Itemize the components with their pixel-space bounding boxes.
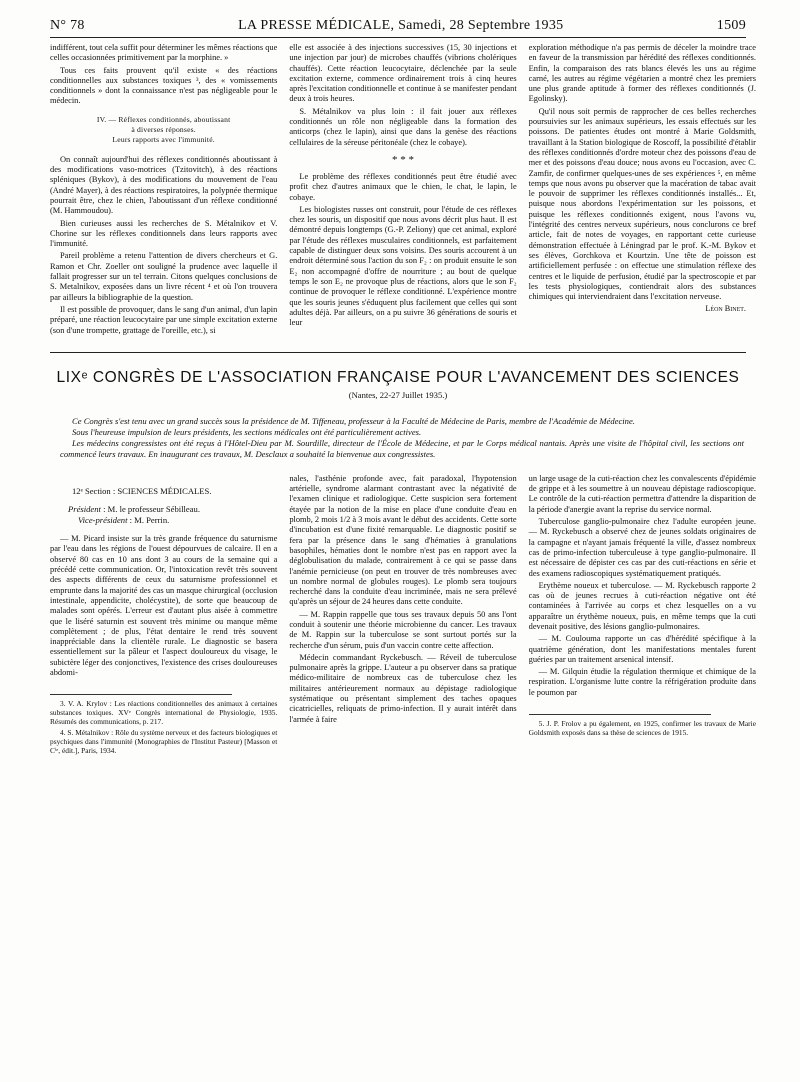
column-3	[529, 43, 756, 338]
paragraph: Médecin commandant Ryckebusch. — Réveil de tuberculose pulmonaire après la grippe. L'auteur a pu observer dans sa pratique médico-militaire de nombreux cas de tuberculose chez les militaires antérieurement normaux au dépistage radiologique systématique ou présentant simplement des taches opaques cicatricielles, reliquats de primo-infection. Il y aurait intérêt dans l'armée à faire	[289, 652, 517, 724]
intro-paragraph: Sous l'heureuse impulsion de leurs présidents, les sections médicales ont été particulièrement actives.	[72, 426, 422, 437]
column-2	[289, 43, 516, 338]
column-1	[50, 474, 277, 757]
paragraph: — M. Rappin rappelle que tous ses travaux depuis 50 ans l'ont conduit à soutenir une théorie microbienne du cancer. Les travaux de M. Rappin sur la tuberculose se sont surtout portés sur la recherche d'un sérum, puis d'un vaccin contre cette affection.	[289, 609, 517, 650]
congress-title: LIXᵉ CONGRÈS DE L'ASSOCIATION FRANÇAISE POUR L'AVANCEMENT DES SCIENCES	[56, 368, 740, 386]
paragraph: — M. Picard insiste sur la très grande fréquence du saturnisme par l'eau dans les régions de l'ouest dépourvues de calcaire. Il en a observé 80 cas en 10 ans dont 3 au cours de la semaine qui a précédé cette communication. Or, l'intoxication revêt très souvent des aspects différents de ceux du saturnisme professionnel et emprunte dans la majorité des cas un masque chirurgical (occlusion intestinale, appendicite, cholécystite), de sorte que beaucoup de malades sont opérés. L'erreur est d'autant plus aisée à commettre que le liséré saturnin est souvent très minime ou manque même complètement ; de plus, l'état dentaire le rend très souvent inappréciable dans la clientèle rurale. Le diagnostic se basera essentiellement sur la pâleur et l'aspect douloureux du visage, le subictère léger des conjonctives, l'existence des crises douloureuses abdomi-	[50, 534, 278, 677]
paragraph: Il est possible de provoquer, dans le sang d'un animal, d'un lapin préparé, une réaction leucocytaire par une simple excitation externe (son d'une trompette, grattage de l'oreille, etc.), si	[50, 304, 278, 335]
paragraph: Tous ces faits prouvent qu'il existe « des réactions conditionnelles aux substances toxiques ³, des « vomissements conditionnels » dont la connaissance n'est pas négligeable pour le médecin.	[50, 65, 278, 106]
issue-number: N° 78	[50, 18, 85, 33]
congress-intro	[60, 416, 744, 460]
page-number: 1509	[716, 18, 746, 33]
vice-president-line	[78, 515, 277, 526]
paragraph: Tuberculose ganglio-pulmonaire chez l'adulte européen jeune. — M. Ryckebusch a observé chez de jeunes soldats originaires de la campagne et n'ayant jamais fréquenté la ville, d'assez nombreux cas de primo-infection tuberculeuse à type ganglio-pulmonaire. Il est nécessaire de dépister ces cas par des cuti-réactions en série et des examens radioscopiques systématiquement pratiqués.	[528, 517, 756, 578]
column-1	[50, 43, 277, 338]
paragraph: On connaît aujourd'hui des réflexes conditionnés aboutissant à des modifications vaso-motrices (Tzitovitch), à des réactions spléniques (Bykov), à des modifications du mouvement de l'eau (André Mayer), à des réactions respiratoires, la polypnée thermique pourrait être, chez le chien, l'aboutissant d'un réflexe conditionné (M. Hammoudou).	[50, 154, 278, 216]
proceedings-columns	[50, 474, 756, 757]
president-line	[68, 504, 277, 515]
paragraph: exploration méthodique n'a pas permis de déceler la moindre trace en faveur de la transmission par hérédité des réflexes conditionnés. Enfin, la comparaison des rats blancs élevés les uns au régime carné, les autres au régime végétarien a montré chez les premiers une plus grande aptitude à former des réflexes conditionnés (J. Egolinsky).	[528, 43, 756, 104]
paragraph: — M. Gilquin étudie la régulation thermique et chimique de la respiration. L'organisme lutte contre la réfrigération produite dans le poumon par	[528, 667, 756, 697]
section-heading	[50, 115, 277, 145]
paragraph: Le problème des réflexes conditionnés peut être étudié avec profit chez d'autres animaux que le chien, le chat, le lapin, le cobaye.	[289, 171, 517, 202]
author-signature: Léon Binet.	[705, 304, 746, 314]
paragraph: elle est associée à des injections successives (15, 30 injections et une injection par jour) de microbes chauffés (vibrions cholériques chauffés). Cette réaction leucocytaire, déclenchée par la seule excitation externe, commence ordinairement trois à cinq heures après l'excitation conditionnelle et continue à se manifester pendant deux à trois heures.	[289, 43, 517, 104]
column-3	[529, 474, 756, 757]
section-heading-line: à diverses réponses.	[131, 124, 196, 134]
section-heading-line: Leurs rapports avec l'immunité.	[112, 134, 215, 144]
section-heading-line: IV. — Réflexes conditionnés, aboutissant	[96, 114, 231, 124]
president-label: Président	[68, 504, 101, 515]
footnote: 5. J. P. Frolov a pu également, en 1925, confirmer les travaux de Marie Goldsmith exposés dans sa thèse de sciences de 1915.	[528, 719, 756, 738]
congress-subtitle: (Nantes, 22-27 Juillet 1935.)	[348, 389, 448, 400]
paragraph: nales, l'asthénie profonde avec, fait paradoxal, l'hypotension artérielle, syndrome alarmant contrastant avec la négativité de l'examen clinique et radiologique. Cette suspicion sera fortement étayée par la notion de la mise en place d'une conduite d'eau en plomb, 2 mois 1/2 à 3 mois avant le début des accidents. Cette sorte d'incubation est d'une fixité remarquable. Le diagnostic positif se fera par la présence dans le sang d'hématies à granulations basophiles, hématies dont le nombre n'est pas en rapport avec la déglobulisation du malade, contrairement à ce qui se passe dans l'anémie pernicieuse (on peut en trouver de très nombreuses avec un nombre normal de globules rouges). Le plomb sera toujours recherché dans la conduite d'eau incriminée, mais ne sera prélevé qu'après un séjour de 24 heures dans cette conduite.	[289, 473, 517, 607]
paragraph: Qu'il nous soit permis de rapprocher de ces belles recherches poursuivies sur les animaux supérieurs, les essais effectués sur les poissons. De patientes études ont montré à Marie Goldsmith, travaillant à la Station biologique de Roscoff, la possibilité d'établir des réflexes conditionnés d'ordre moteur chez des poissons d'eau de mer et des poissons d'eau douce; nous avons eu l'occasion, avec C. Zamfir, de confirmer quelques-unes de ses expériences ⁵, en même temps que nous avons pu observer que la macération de tabac avait le pouvoir de supprimer les réflexes conditionnés installés... Et, puisque nous abordons l'expérimentation sur les poissons, et puisque les réflexes conditionnés exigent, nous l'avons vu, l'intégrité des centres nerveux supérieurs, nous conclurons ce bref article, fait de notes de voyages, en rapportant cette curieuse démonstration effectuée à Léningrad par le prof. K.-M. Bykov et ses élèves, Gorchkova et Kourtzin. Une tête de poisson est artificiellement perfusée : on effectue une stimulation réflexe des centres et le liquide de perfusion, étudié par la spectroscopie et par les tests physiologiques, contiendrait alors des substances chimiques qui interviendraient dans l'excitation nerveuse.	[528, 106, 756, 302]
paragraph: Pareil problème a retenu l'attention de divers chercheurs et G. Ramon et Chr. Zoeller ont souligné la prudence avec laquelle il fallait progresser sur un tel terrain. Citons quelques conclusions de S. Metalnikov, exposées dans un livre récent ⁴ et où l'on trouvera par ailleurs la bibliographie de la question.	[50, 251, 278, 302]
intro-paragraph: Les médecins congressistes ont été reçus à l'Hôtel-Dieu par M. Sourdille, directeur de l'École de Médecine, et par le Corps médical nantais. Après une visite de l'hôpital civil, les sections ont commencé leurs travaux. En inaugurant ces travaux, M. Desclaux a souhaité la bienvenue aux congressistes.	[60, 437, 744, 459]
vice-president-label: Vice-président	[78, 515, 128, 526]
section-separator: * * *	[391, 153, 414, 166]
paragraph: un large usage de la cuti-réaction chez les convalescents d'épidémie de grippe et à les soumettre à un nouveau dépistage radioscopique. Le contrôle de la cuti-réaction permettra d'attendre la disparition de la période d'anergie avant la reprise du service normal.	[528, 473, 756, 514]
footnote: 4. S. Métalnikov : Rôle du système nerveux et des facteurs biologiques et psychiques dans l'immunité (Monographies de l'Institut Pasteur) [Masson et Cⁱᵉ, édit.], Paris, 1934.	[50, 728, 278, 756]
paragraph: indifférent, tout cela suffit pour déterminer les mêmes réactions que celles occasionnées primitivement par la morphine. »	[50, 43, 278, 63]
paragraph: — M. Coulouma rapporte un cas d'hérédité spécifique à la quatrième génération, dont les manifestations mentales furent guéries par un traitement arsenical intensif.	[528, 634, 756, 664]
intro-paragraph: Ce Congrès s'est tenu avec un grand succès sous la présidence de M. Tiffeneau, professeur à la Faculté de Médecine de Paris, membre de l'Académie de Médecine.	[72, 415, 635, 426]
footnote: 3. V. A. Krylov : Les réactions conditionnelles des animaux à certaines substances toxiques. XVᵉ Congrès international de Physiologie, 1935. Résumés des communications, p. 217.	[50, 699, 278, 727]
footnote-rule	[529, 714, 711, 715]
running-head	[50, 18, 746, 38]
footnote-rule	[50, 694, 232, 695]
journal-title: LA PRESSE MÉDICALE, Samedi, 28 Septembre 1935	[238, 18, 564, 33]
president-name: : M. le professeur Sébilleau.	[103, 504, 200, 515]
paragraph: Bien curieuses aussi les recherches de S. Métalnikov et V. Chorine sur les réflexes conditionnels dans leurs rapports avec l'immunité.	[50, 218, 278, 249]
vice-president-name: : M. Perrin.	[129, 515, 170, 526]
paragraph: Erythème noueux et tuberculose. — M. Ryckebusch rapporte 2 cas où de jeunes recrues à cuti-réaction négative ont été contaminées à l'arrivée au corps et chez lesquelles on a vu apparaître un érythème noueux, puis, en même temps que la cuti devenait positive, des lésions ganglio-pulmonaires.	[528, 580, 756, 631]
paragraph: S. Métalnikov va plus loin : il fait jouer aux réflexes conditionnés un rôle non négligeable dans la formation des anticorps (chez le lapin), ainsi que dans la genèse des réactions cellulaires de la séreuse péritonéale (chez le cobaye).	[289, 106, 517, 147]
horizontal-rule	[50, 352, 746, 353]
article-columns	[50, 43, 756, 338]
paragraph: Les biologistes russes ont construit, pour l'étude de ces réflexes chez les souris, un dispositif que nous avons décrit plus haut. Il est démontré depuis longtemps (G.-P. Zeliony) que cet animal, exploré par l'étude des réflexes musculaires conditionnels, est parfaitement capable de distinguer deux sons voisins. Des souris accourent à un endroit déterminé sous l'action du son F₂ : on produit ensuite le son E₂ non accompagné d'offre de nourriture ; au bout de quelque temps le son E₂ ne provoque plus de réactions, alors que le son F₂ continue de provoquer le réflexe conditionné. L'expérience montre que les souris jeunes s'éduquent plus facilement que celles qui sont adultes déjà. Par ailleurs, on a pu suivre 36 générations de souris et leur	[289, 204, 517, 328]
section-label: 12ᵉ Section : SCIENCES MÉDICALES.	[72, 485, 212, 496]
column-2	[289, 474, 516, 757]
